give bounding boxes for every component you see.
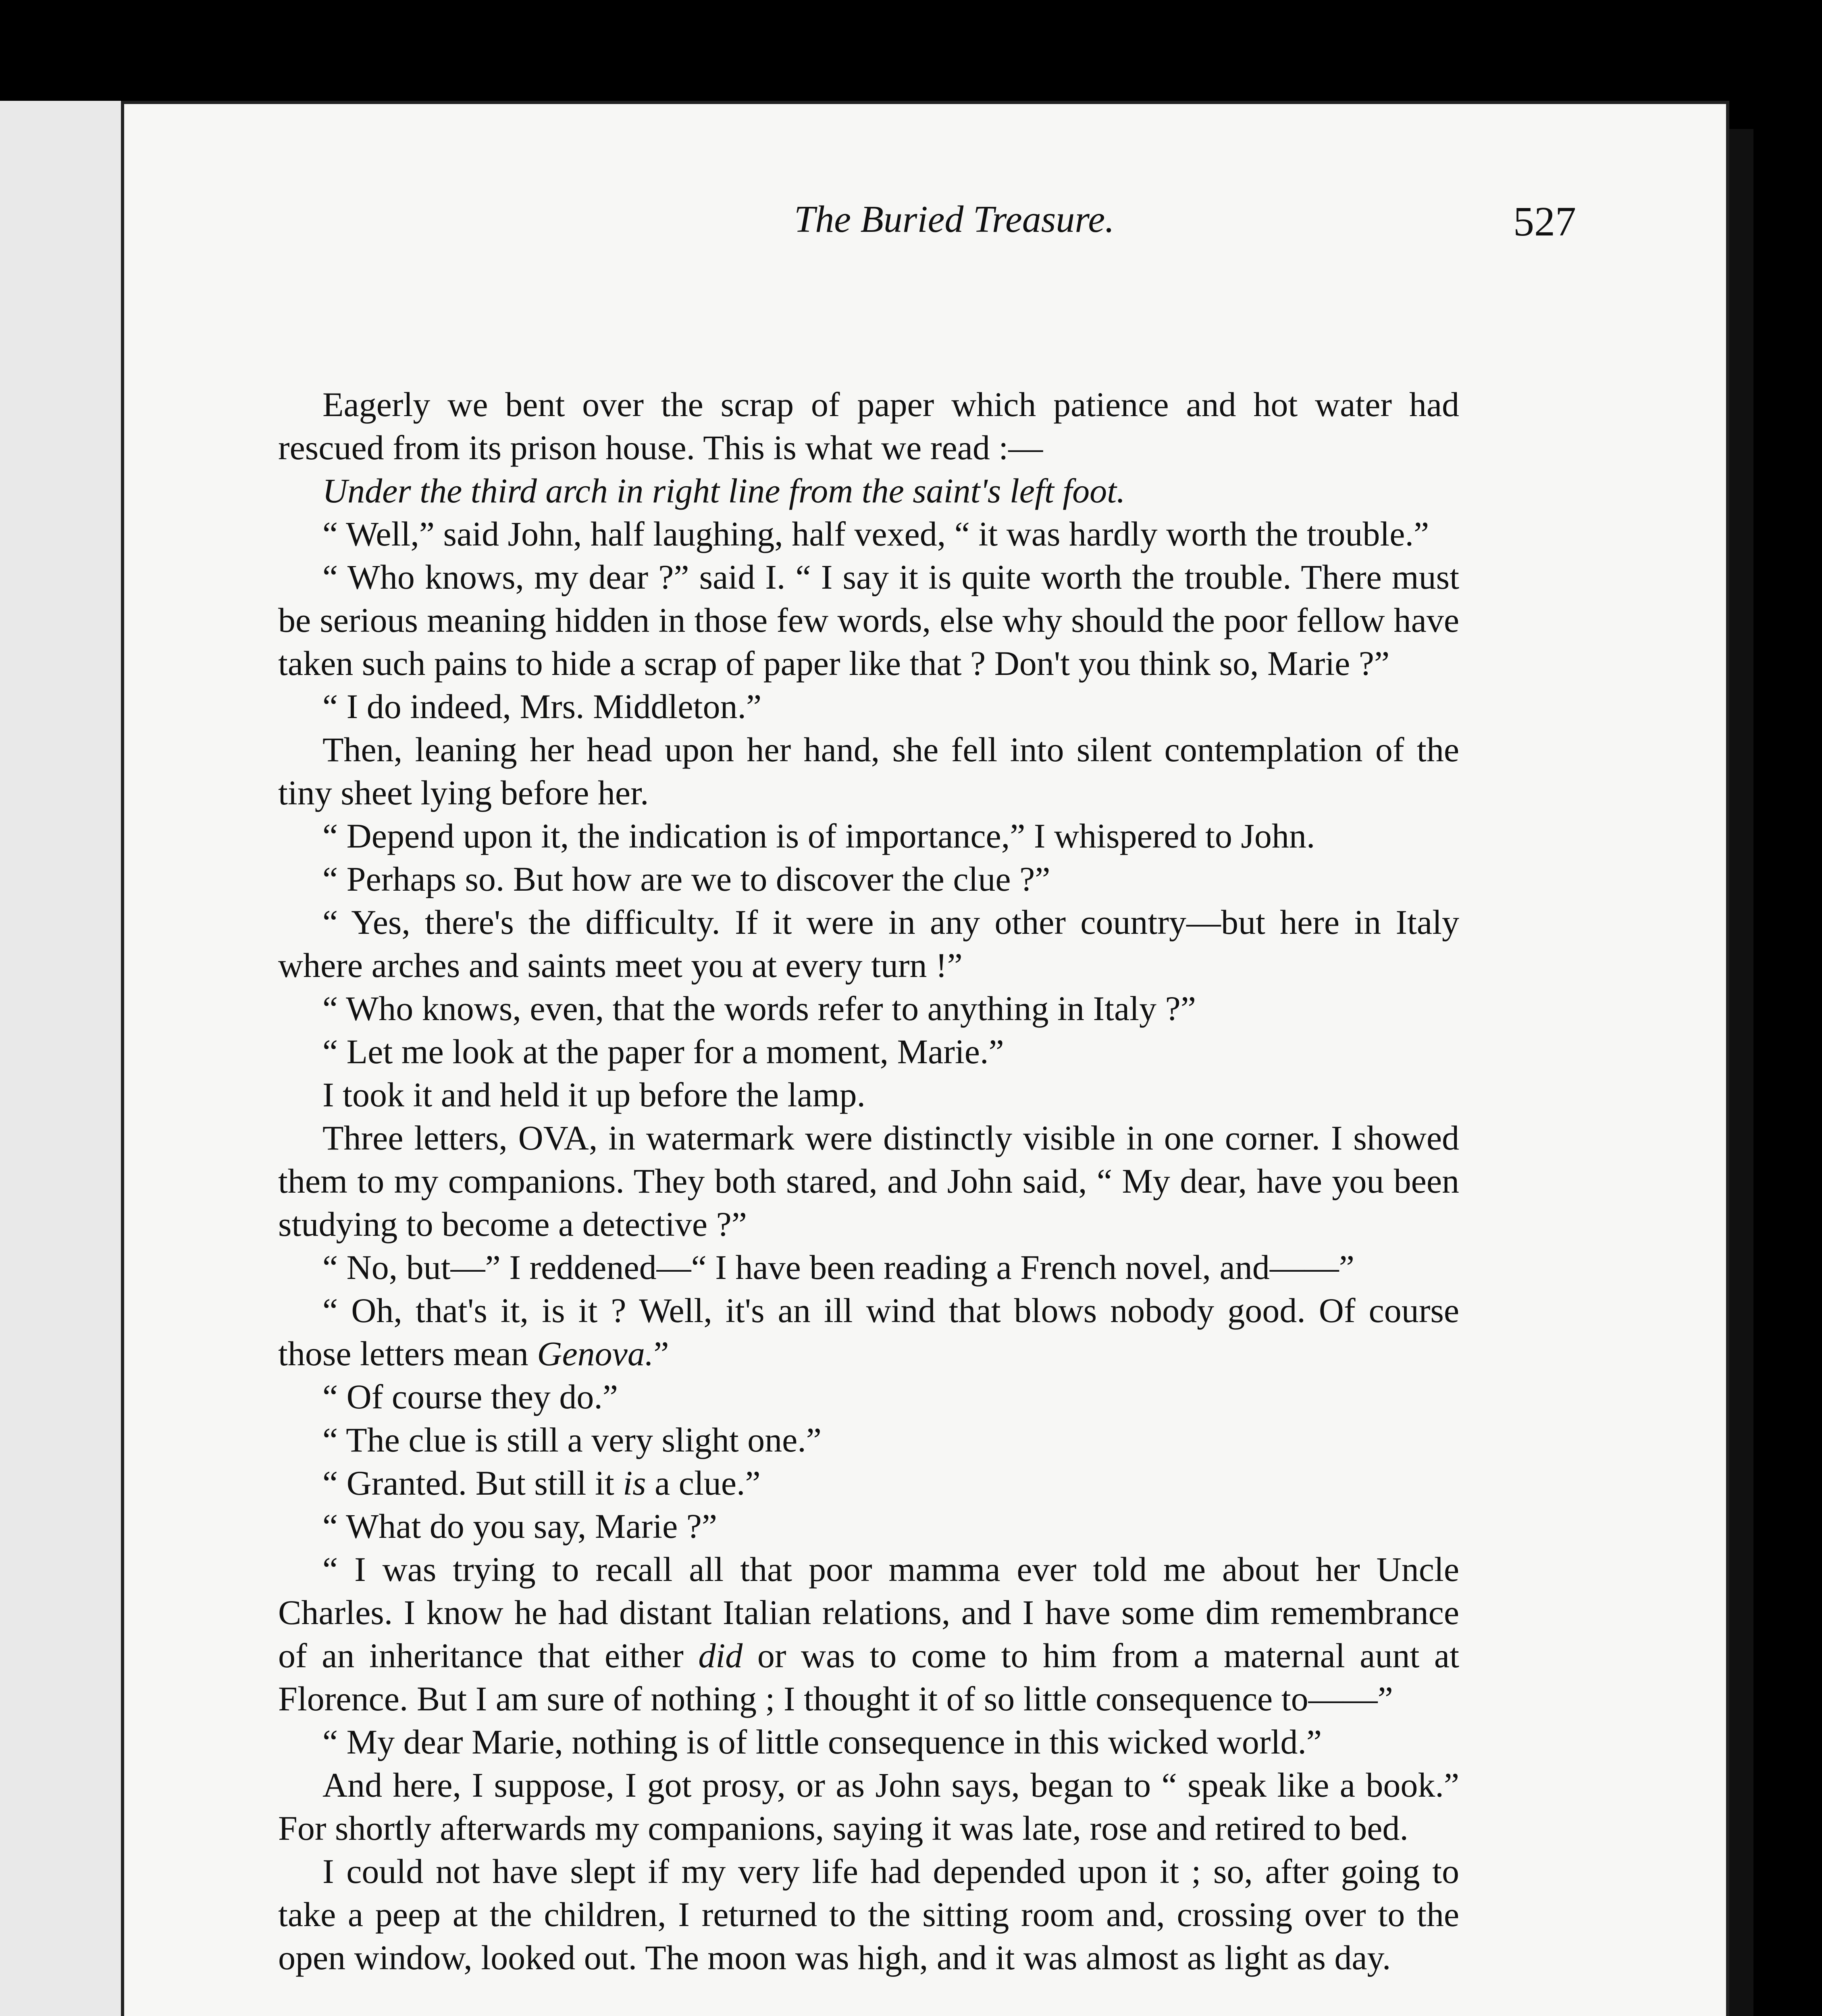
text-run: a clue.” — [646, 1464, 761, 1502]
paragraph — [278, 1462, 1459, 1505]
text-run: ” — [653, 1334, 669, 1373]
running-title: The Buried Treasure. — [794, 198, 1115, 240]
page-number: 527 — [1513, 198, 1576, 245]
paragraph: “ I do indeed, Mrs. Middleton.” — [322, 687, 762, 726]
paragraph: “ Let me look at the paper for a moment, Marie.” — [322, 1032, 1004, 1071]
paragraph: “ Depend upon it, the indication is of importance,” I whispered to John. — [322, 816, 1315, 855]
text-run: or was to come to him from a maternal aunt at Florence. But I am sure of nothing ; I thought it of so little consequence to——” — [278, 1636, 1459, 1718]
paragraph: “ Perhaps so. But how are we to discover the clue ?” — [322, 860, 1050, 898]
paragraph: “ No, but—” I reddened—“ I have been reading a French novel, and——” — [322, 1248, 1354, 1287]
paragraph: And here, I suppose, I got prosy, or as John says, began to “ speak like a book.” For shortly afterwards my companions, saying it was late, rose and retired to bed. — [278, 1766, 1459, 1847]
italic-word: did — [698, 1636, 743, 1675]
italic-word: is — [623, 1464, 646, 1502]
italic-quotation: Under the third arch in right line from the saint's left foot. — [322, 471, 1125, 510]
page-header — [278, 198, 1588, 258]
italic-word: Genova. — [537, 1334, 654, 1373]
paragraph: “ My dear Marie, nothing is of little consequence in this wicked world.” — [322, 1722, 1322, 1761]
text-run: “ I was trying to recall all that poor mamma ever told me about her Uncle Charles. I know he had distant Italian relations, and I have some dim remembrance of an inheritance that either — [278, 1550, 1459, 1675]
facing-page-edge — [0, 101, 123, 2016]
paragraph — [278, 1289, 1459, 1375]
paragraph: Three letters, OVA, in watermark were distinctly visible in one corner. I showed them to my companions. They both stared, and John said, “ My dear, have you been studying to become a detective ?” — [278, 1118, 1459, 1243]
paragraph: “ Who knows, my dear ?” said I. “ I say it is quite worth the trouble. There must be serious meaning hidden in those few words, else why should the poor fellow have taken such pains to hide a scrap of paper like that ? Don't you think so, Marie ?” — [278, 558, 1459, 683]
page-gutter-shadow — [1729, 129, 1753, 2016]
paragraph: I took it and held it up before the lamp. — [322, 1075, 865, 1114]
paragraph: Eagerly we bent over the scrap of paper which patience and hot water had rescued from its prison house. This is what we read :— — [278, 385, 1459, 467]
paragraph: I could not have slept if my very life had depended upon it ; so, after going to take a peep at the children, I returned to the sitting room and, crossing over to the open window, looked out. The moon was high, and it was almost as light as day. — [278, 1852, 1459, 1977]
paragraph: “ Who knows, even, that the words refer to anything in Italy ?” — [322, 989, 1196, 1028]
paragraph: “ The clue is still a very slight one.” — [322, 1420, 822, 1459]
text-run: “ Granted. But still it — [322, 1464, 623, 1502]
paragraph: Then, leaning her head upon her hand, she fell into silent contemplation of the tiny sheet lying before her. — [278, 730, 1459, 812]
body-text — [278, 383, 1459, 1979]
paragraph: “ Of course they do.” — [322, 1377, 618, 1416]
paragraph: “ Yes, there's the difficulty. If it were in any other country—but here in Italy where arches and saints meet you at every turn !” — [278, 903, 1459, 985]
paragraph: “ Well,” said John, half laughing, half vexed, “ it was hardly worth the trouble.” — [322, 514, 1429, 553]
paragraph — [278, 1548, 1459, 1720]
text-run: “ Oh, that's it, is it ? Well, it's an ill wind that blows nobody good. Of course those letters mean — [278, 1291, 1459, 1373]
paragraph: “ What do you say, Marie ?” — [322, 1507, 718, 1545]
